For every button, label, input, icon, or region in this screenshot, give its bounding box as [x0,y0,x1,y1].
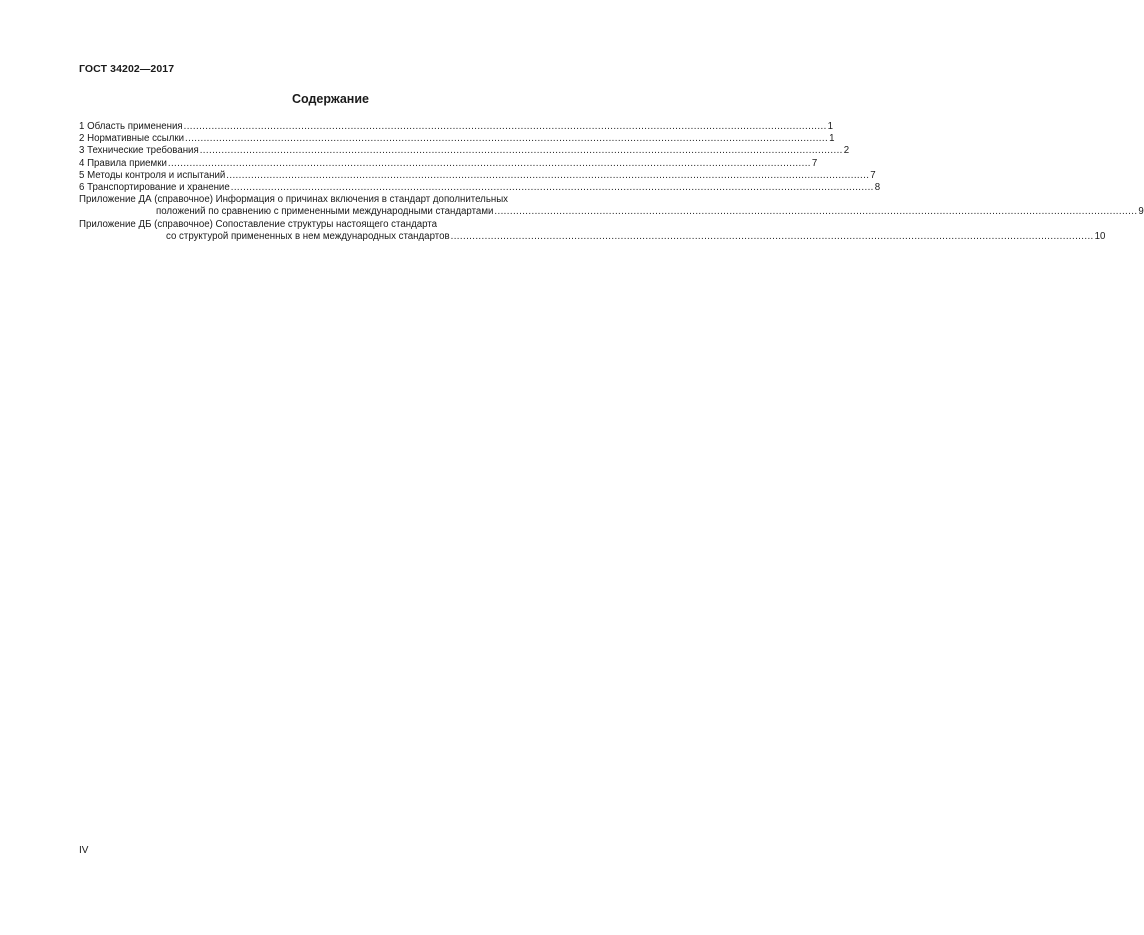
toc-leader-dots [184,121,827,133]
toc-entry-label: 5 Методы контроля и испытаний [79,169,226,181]
table-of-contents [79,121,1144,243]
toc-entry-page: 7 [811,157,818,169]
document-designation: ГОСТ 34202—2017 [79,63,175,75]
toc-leader-dots [168,158,811,170]
toc-entry-label: Приложение ДА (справочное) Информация о причинах включения в стандарт дополнительных [79,194,509,206]
page-number: IV [79,845,89,856]
toc-entry-page: 9 [1138,206,1144,218]
toc-entry-label: 4 Правила приемки [79,157,167,169]
toc-entry-appendix-da-line2 [79,206,1144,218]
toc-leader-dots [451,231,1094,243]
toc-entry-label: 2 Нормативные ссылки [79,133,185,145]
toc-entry-appendix-da[interactable] [79,194,1144,218]
toc-entry-page: 7 [870,169,876,181]
toc-entry-label: 6 Транспортирование и хранение [79,181,230,193]
toc-entry-label: со структурой примененных в нем международных стандартов [166,230,450,242]
toc-entry-transport-storage[interactable] [79,181,881,194]
toc-entry-normative-references[interactable] [79,133,835,145]
toc-entry-technical-requirements[interactable] [79,145,850,157]
toc-leader-dots [231,182,874,194]
toc-leader-dots [185,133,828,145]
toc-entry-acceptance-rules[interactable] [79,157,818,170]
toc-leader-dots [226,170,869,182]
toc-entry-page: 2 [843,145,850,157]
toc-entry-page: 10 [1094,230,1106,242]
toc-leader-dots [494,206,1137,218]
toc-entry-scope[interactable] [79,121,834,133]
toc-entry-appendix-db-line1 [79,219,614,231]
toc-entry-appendix-da-line1 [79,194,614,206]
toc-entry-appendix-db[interactable] [79,218,1106,243]
toc-entry-page: 1 [827,121,834,132]
toc-title: Содержание [291,92,369,106]
toc-entry-label: 1 Область применения [79,121,183,132]
toc-entry-label: Приложение ДБ (справочное) Сопоставление структуры настоящего стандарта [79,218,438,230]
toc-entry-label: 3 Технические требования [79,145,199,157]
toc-entry-page: 8 [874,181,881,193]
toc-entry-label: положений по сравнению с примененными международными стандартами [156,206,494,218]
toc-leader-dots [200,145,843,157]
toc-entry-test-methods[interactable] [79,169,876,182]
toc-entry-page: 1 [829,133,835,145]
toc-entry-appendix-db-line2 [79,230,1106,243]
